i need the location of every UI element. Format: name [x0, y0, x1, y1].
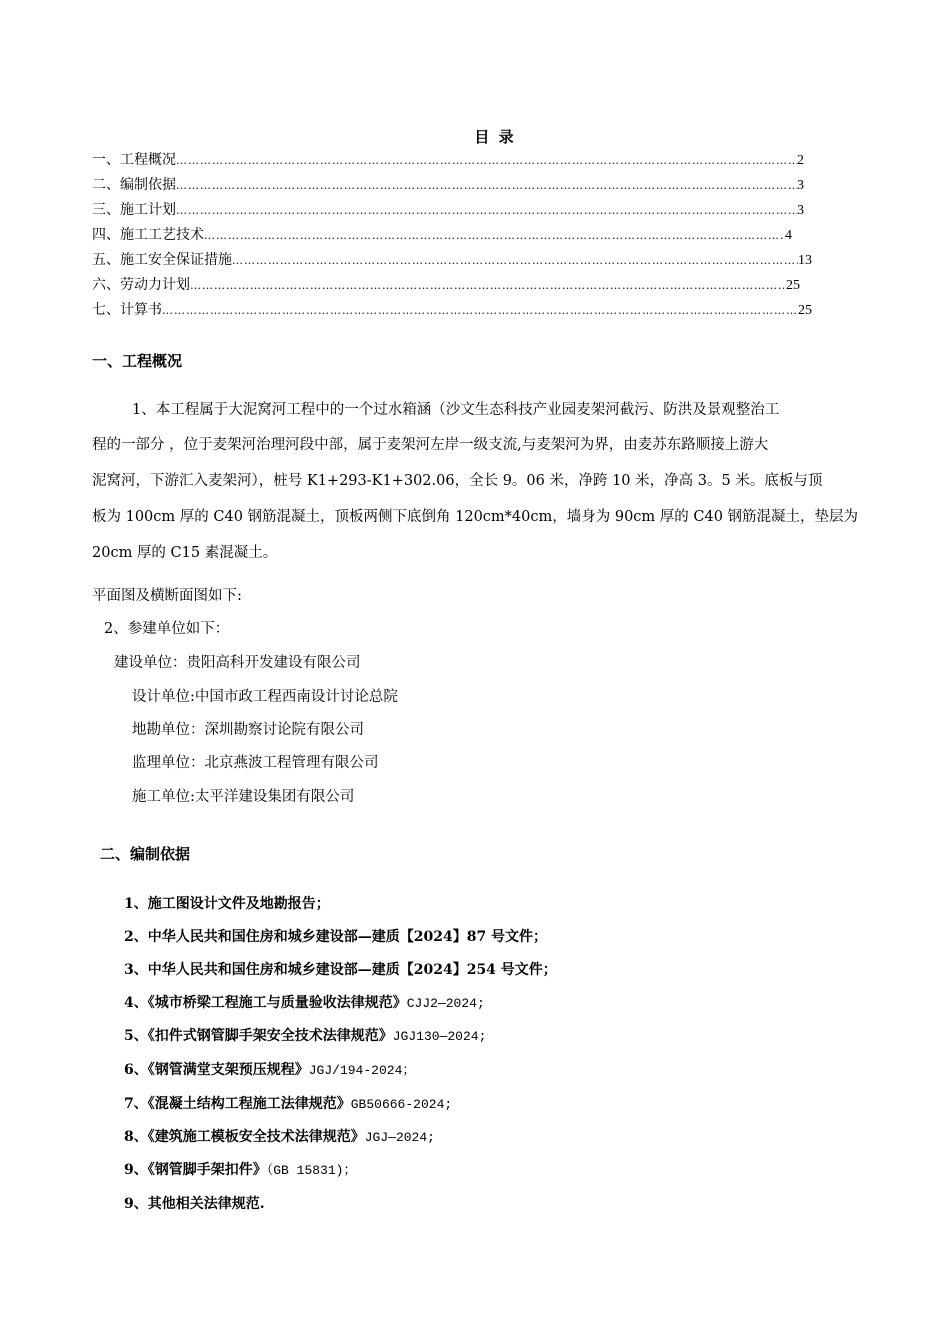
- toc-item-label: 一、工程概况: [92, 152, 176, 168]
- toc-leader-dots: [190, 275, 786, 297]
- paragraph-line: 泥窝河，下游汇入麦架河），桩号 K1+293-K1+302.06，全长 9。06 米，净跨 10 米，净高 3。5 米。底板与顶: [92, 473, 823, 489]
- section-heading-basis: 二、编制依据: [100, 845, 191, 863]
- basis-item: 1、施工图设计文件及地勘报告；: [124, 896, 330, 912]
- participants-title: 2、参建单位如下：: [104, 621, 230, 637]
- participant-survey: 地勘单位：深圳勘察讨论院有限公司: [132, 722, 364, 738]
- basis-item: 8、《建筑施工模板安全技术法律规范》JGJ—2024;: [124, 1129, 435, 1145]
- participant-contractor: 施工单位:太平洋建设集团有限公司: [132, 789, 355, 805]
- toc-item-label: 二、编制依据: [92, 177, 176, 193]
- paragraph-line: 板为 100cm 厚的 C40 钢筋混凝土，顶板两侧下底倒角 120cm*40cm，墙身为 90cm 厚的 C40 钢筋混凝土，垫层为: [92, 509, 859, 525]
- toc-item-label: 七、计算书: [92, 302, 162, 318]
- toc-item-page: 13: [798, 253, 812, 268]
- participant-designer: 设计单位:中国市政工程西南设计讨论总院: [132, 689, 398, 705]
- toc-item[interactable]: [92, 174, 804, 196]
- toc-item[interactable]: [92, 149, 804, 171]
- toc-item[interactable]: [92, 224, 792, 246]
- basis-item: 6、《钢管满堂支架预压规程》JGJ/194-2024；: [124, 1062, 416, 1078]
- toc-item[interactable]: [92, 274, 800, 296]
- paragraph-line: 程的一部分 ，位于麦架河治理河段中部，属于麦架河左岸一级支流,与麦架河为界，由麦苏东路顺接上游大: [92, 437, 769, 453]
- toc-leader-dots: [232, 250, 798, 272]
- toc-item-page: 3: [797, 178, 804, 193]
- toc-leader-dots: [176, 175, 797, 197]
- basis-item: 5、《扣件式钢管脚手架安全技术法律规范》JGJ130—2024;: [124, 1028, 487, 1044]
- participant-client: 建设单位：贵阳高科开发建设有限公司: [114, 655, 361, 671]
- toc-item-page: 3: [797, 203, 804, 218]
- toc-item-page: 25: [786, 278, 800, 293]
- toc-leader-dots: [204, 225, 785, 247]
- toc-item-label: 三、施工计划: [92, 202, 176, 218]
- toc-item[interactable]: [92, 299, 812, 321]
- plan-note: 平面图及横断面图如下:: [92, 588, 242, 604]
- paragraph-line: 1、本工程属于大泥窝河工程中的一个过水箱涵（沙文生态科技产业园麦架河截污、防洪及景观整治工: [132, 402, 780, 418]
- participant-supervisor: 监理单位：北京燕波工程管理有限公司: [132, 755, 379, 771]
- toc-item[interactable]: [92, 249, 812, 271]
- toc-leader-dots: [176, 200, 797, 222]
- toc-item-label: 四、施工工艺技术: [92, 227, 204, 243]
- toc-leader-dots: [162, 300, 798, 322]
- toc-item-page: 2: [797, 153, 804, 168]
- toc-item[interactable]: [92, 199, 804, 221]
- toc-item-page: 25: [798, 303, 812, 318]
- toc-leader-dots: [176, 150, 797, 172]
- toc-item-page: 4: [785, 228, 792, 243]
- section-heading-overview: 一、工程概况: [92, 352, 183, 370]
- basis-item: 3、中华人民共和国住房和城乡建设部—建质【2024】254 号文件；: [124, 962, 557, 978]
- toc-item-label: 五、施工安全保证措施: [92, 252, 232, 268]
- basis-item: 4、《城市桥梁工程施工与质量验收法律规范》CJJ2—2024;: [124, 995, 485, 1011]
- toc-item-label: 六、劳动力计划: [92, 277, 190, 293]
- basis-item: 7、《混凝土结构工程施工法律规范》GB50666-2024;: [124, 1096, 453, 1112]
- paragraph-line: 20cm 厚的 C15 素混凝土。: [92, 545, 278, 561]
- toc-title: 目 录: [474, 128, 516, 146]
- basis-item: 9、《钢管脚手架扣件》（GB 15831)；: [124, 1162, 357, 1178]
- basis-item: 2、中华人民共和国住房和城乡建设部—建质【2024】87 号文件；: [124, 929, 548, 945]
- basis-item: 9、其他相关法律规范.: [124, 1196, 265, 1212]
